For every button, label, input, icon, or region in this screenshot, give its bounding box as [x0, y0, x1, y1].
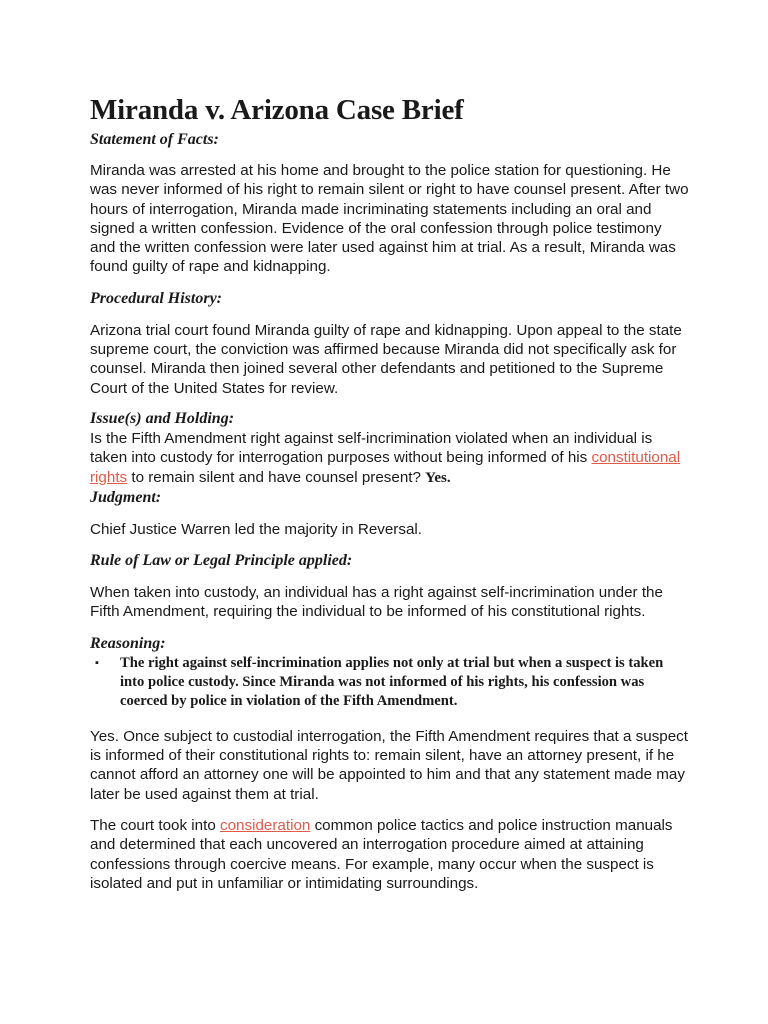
issue-paragraph — [90, 429, 690, 488]
constitutional-rights-link[interactable]: constitutional rights — [90, 449, 681, 486]
reasoning-paragraph-2 — [90, 816, 690, 893]
rule-paragraph: When taken into custody, an individual has a right against self-incrimination under the Fifth Amendment, requiring the individual to be informed of his constitutional rights. — [90, 584, 663, 621]
reasoning-text-start: The court took into — [90, 816, 221, 834]
reasoning-paragraph-1: Yes. Once subject to custodial interrogation, the Fifth Amendment requires that a suspect is informed of their constitutional rights to: remain silent, have an attorney present, if he cannot afford an attorney one will be appointed to him and that any statement made may later be used against them at trial. — [90, 727, 688, 803]
bullet-text: The right against self-incrimination applies not only at trial but when a suspect is taken into police custody. Since Miranda was not informed of his rights, his confession was coerced by police in violation of the Fifth Amendment. — [120, 654, 664, 709]
judgment-heading: Judgment: — [90, 488, 162, 506]
list-item — [90, 654, 690, 711]
history-paragraph: Arizona trial court found Miranda guilty of rape and kidnapping. Upon appeal to the state supreme court, the conviction was affirmed because Miranda did not specifically ask for counsel. Miranda then joined several other defendants and petitioned to the Supreme Court of the United States for review. — [90, 321, 682, 397]
judgment-paragraph: Chief Justice Warren led the majority in Reversal. — [90, 520, 422, 538]
document-page — [90, 92, 690, 893]
square-bullet-icon: ▪ — [95, 656, 99, 669]
rule-heading: Rule of Law or Legal Principle applied: — [90, 552, 353, 570]
reasoning-text-end: common police tactics and police instruction manuals and determined that each uncovered an interrogation procedure aimed at attaining confessions through coercive means. For example, many occur when the suspect is isolated and put in unfamiliar or intimidating surroundings. — [90, 816, 673, 892]
issue-answer: Yes. — [425, 469, 451, 486]
consideration-link[interactable]: consideration — [220, 816, 311, 834]
facts-paragraph: Miranda was arrested at his home and brought to the police station for questioning. He was never informed of his right to remain silent or right to have counsel present. After two hours of interrogation, Miranda made incriminating statements including an oral and signed a written confession. Evidence of the oral confession through police testimony and the written confession were later used against him at trial. As a result, Miranda was found guilty of rape and kidnapping. — [90, 162, 689, 276]
issue-text-start: Is the Fifth Amendment right against self-incrimination violated when an individual is taken into custody for interrogation purposes without being informed of his — [90, 429, 653, 467]
document-title: Miranda v. Arizona Case Brief — [90, 94, 464, 126]
facts-heading: Statement of Facts: — [90, 131, 219, 148]
history-heading: Procedural History: — [90, 289, 222, 307]
issue-heading: Issue(s) and Holding: — [90, 409, 235, 427]
reasoning-heading: Reasoning: — [90, 634, 166, 652]
issue-text-end: to remain silent and have counsel present? — [127, 468, 426, 486]
reasoning-bullet-list — [90, 654, 690, 711]
